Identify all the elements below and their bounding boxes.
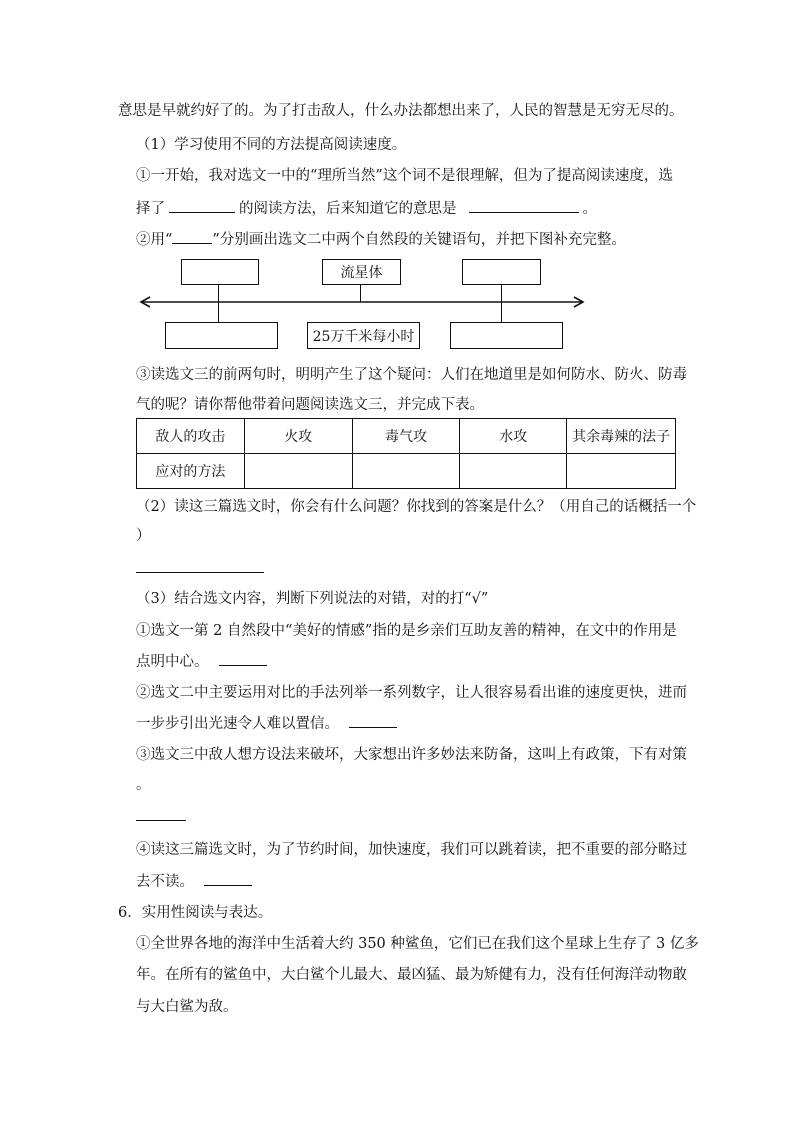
answer-blank-3a[interactable] [219, 651, 267, 666]
answer-cell-poison-gas[interactable] [352, 454, 460, 489]
table-header-cell: 毒气攻 [352, 419, 460, 454]
question-3c-line2: 。 [136, 777, 151, 793]
timeline-arrow [136, 294, 588, 310]
question-1a-line1: ①一开始，我对选文一中的“理所当然”这个词不是很理解，但为了提高阅读速度，选 [136, 168, 673, 184]
table-header-cell: 火攻 [244, 419, 352, 454]
question-3d-text: 去不读。 [136, 874, 194, 890]
diagram-box-top-left[interactable] [181, 259, 259, 285]
answer-blank-3b[interactable] [349, 713, 397, 728]
answer-blank-word-meaning[interactable] [469, 198, 579, 213]
section-6-paragraph-line3: 与大白鲨为敌。 [136, 999, 238, 1015]
section-6-title: 6．实用性阅读与表达。 [118, 905, 273, 921]
defense-table [136, 418, 676, 489]
question-1a-text-mid: 的阅读方法，后来知道它的意思是 [239, 201, 457, 217]
answer-cell-water[interactable] [460, 454, 567, 489]
question-1a-text-end: 。 [582, 201, 597, 217]
question-3a-text: 点明中心。 [136, 654, 209, 670]
question-3-title: （3）结合选文内容，判断下列说法的对错，对的打“√” [136, 591, 489, 607]
question-1-title: （1）学习使用不同的方法提高阅读速度。 [136, 137, 407, 153]
answer-blank-reading-method[interactable] [169, 198, 235, 213]
table-header-cell: 水攻 [460, 419, 567, 454]
passage-continuation: 意思是早就约好了的。为了打击敌人，什么办法都想出来了，人民的智慧是无穷无尽的。 [118, 103, 684, 119]
question-1b-line [136, 229, 626, 250]
question-3b-line2 [136, 713, 401, 734]
question-1b-text-pre: ②用“ [136, 232, 173, 248]
diagram-box-top-right[interactable] [462, 259, 541, 285]
answer-blank-3c[interactable] [136, 820, 186, 821]
question-1a-text-pre: 择了 [136, 201, 165, 217]
question-3b-line1: ②选文二中主要运用对比的手法列举一系列数字，让人很容易看出谁的速度更快，进而 [136, 685, 687, 701]
question-3c-line1: ③选文三中敌人想方设法来破坏，大家想出许多妙法来防备，这叫上有政策，下有对策 [136, 747, 687, 763]
answer-cell-other[interactable] [567, 454, 676, 489]
question-3b-text: 一步步引出光速令人难以置信。 [136, 716, 339, 732]
section-6-paragraph-line1: ①全世界各地的海洋中生活着大约 350 种鲨鱼，它们已在我们这个星球上生存了 3 亿多 [136, 936, 699, 952]
question-1c-line1: ③读选文三的前两句时，明明产生了这个疑问：人们在地道里是如何防水、防火、防毒 [136, 367, 687, 383]
question-3a-line2 [136, 651, 271, 672]
diagram-box-bottom-right[interactable] [450, 322, 563, 349]
question-2-line2: ） [136, 528, 151, 544]
question-3a-line1: ①选文一第 2 自然段中“美好的情感”指的是乡亲们互助友善的精神，在文中的作用是 [136, 623, 677, 639]
answer-cell-fire[interactable] [244, 454, 352, 489]
answer-blank-3d[interactable] [204, 871, 252, 886]
table-row-answers [137, 454, 676, 489]
question-2-line1: （2）读这三篇选文时，你会有什么问题？你找到的答案是什么？（用自己的话概括一个 [136, 499, 697, 515]
question-3d-line2 [136, 871, 256, 892]
answer-line-question-2[interactable] [136, 572, 264, 573]
underline-symbol-blank [172, 229, 212, 244]
diagram-box-top-middle: 流星体 [322, 259, 401, 285]
section-6-paragraph-line2: 年。在所有的鲨鱼中，大白鲨个儿最大、最凶猛、最为矫健有力，没有任何海洋动物敢 [136, 967, 687, 983]
question-1b-text-post: ”分别画出选文二中两个自然段的关键语句，并把下图补充完整。 [212, 232, 626, 248]
diagram-box-bottom-middle: 25万千米每小时 [307, 322, 420, 349]
table-row-label: 应对的方法 [137, 454, 245, 489]
diagram-box-bottom-left[interactable] [165, 322, 278, 349]
question-1a-line2 [136, 198, 597, 219]
table-header-cell: 敌人的攻击 [137, 419, 245, 454]
table-header-cell: 其余毒辣的法子 [567, 419, 676, 454]
table-row-header [137, 419, 676, 454]
question-1c-line2: 气的呢？请你帮他带着问题阅读选文三，并完成下表。 [136, 397, 484, 413]
question-3d-line1: ④读这三篇选文时，为了节约时间，加快速度，我们可以跳着读，把不重要的部分略过 [136, 842, 687, 858]
